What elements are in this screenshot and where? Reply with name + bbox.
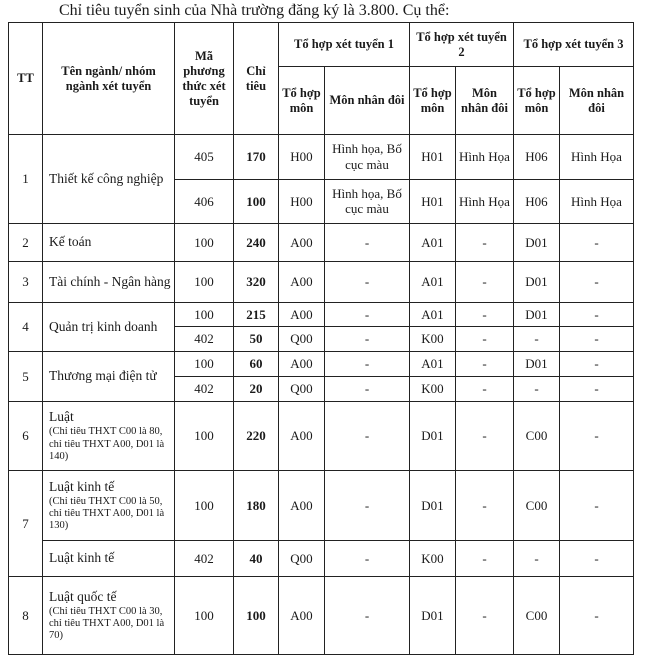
- row-double-3: -: [560, 471, 634, 541]
- table-row: [9, 401, 634, 471]
- row-tt: 2: [9, 224, 43, 261]
- row-double-2: -: [456, 471, 514, 541]
- row-combo-1: A00: [279, 471, 325, 541]
- row-quota: 50: [234, 326, 279, 351]
- header-combo-3: Tổ hợp môn: [514, 67, 560, 135]
- row-double-2: -: [456, 303, 514, 327]
- row-double-1: -: [325, 326, 410, 351]
- row-double-1: -: [325, 471, 410, 541]
- row-method: 100: [175, 577, 234, 655]
- row-combo-2: A01: [410, 303, 456, 327]
- row-quota: 100: [234, 577, 279, 655]
- row-combo-2: H01: [410, 135, 456, 180]
- header-double-1: Môn nhân đôi: [325, 67, 410, 135]
- table-row: [9, 261, 634, 303]
- row-double-3: -: [560, 376, 634, 401]
- row-double-1: Hình họa, Bố cục màu: [325, 135, 410, 180]
- row-double-1: -: [325, 303, 410, 327]
- row-double-3: -: [560, 261, 634, 303]
- header-group-1: Tổ hợp xét tuyển 1: [279, 23, 410, 67]
- row-method: 100: [175, 261, 234, 303]
- row-combo-1: A00: [279, 401, 325, 471]
- row-double-3: Hình Họa: [560, 179, 634, 224]
- table-row: [9, 351, 634, 376]
- row-double-1: -: [325, 224, 410, 261]
- row-quota: 215: [234, 303, 279, 327]
- row-name: Luật kinh tế: [49, 478, 115, 494]
- intro-text: Chỉ tiêu tuyển sinh của Nhà trường đăng ký là 3.800. Cụ thể:: [59, 2, 450, 19]
- row-double-1: -: [325, 577, 410, 655]
- row-double-3: -: [560, 577, 634, 655]
- row-quota: 220: [234, 401, 279, 471]
- row-combo-3: H06: [514, 179, 560, 224]
- row-name: Tài chính - Ngân hàng: [43, 261, 175, 303]
- row-double-1: -: [325, 376, 410, 401]
- row-tt: 5: [9, 351, 43, 401]
- row-tt: 1: [9, 135, 43, 224]
- row-combo-1: A00: [279, 261, 325, 303]
- row-quota: 180: [234, 471, 279, 541]
- row-method: 405: [175, 135, 234, 180]
- row-name: Luật kinh tế: [43, 540, 175, 576]
- header-name: Tên ngành/ nhóm ngành xét tuyển: [43, 23, 175, 135]
- row-name: Luật quốc tế: [49, 588, 117, 604]
- row-tt: 7: [9, 471, 43, 577]
- row-double-1: Hình họa, Bố cục màu: [325, 179, 410, 224]
- row-tt: 3: [9, 261, 43, 303]
- row-tt: 8: [9, 577, 43, 655]
- row-double-2: -: [456, 401, 514, 471]
- table-body: [9, 135, 634, 655]
- table-row: [9, 577, 634, 655]
- row-method: 100: [175, 471, 234, 541]
- row-method: 402: [175, 326, 234, 351]
- row-double-3: Hình Họa: [560, 135, 634, 180]
- row-name-cell: [43, 401, 175, 471]
- row-name-cell: [43, 577, 175, 655]
- row-combo-2: H01: [410, 179, 456, 224]
- row-name-cell: [43, 471, 175, 541]
- row-combo-3: D01: [514, 224, 560, 261]
- admission-quota-table: [8, 22, 634, 655]
- header-tt: TT: [9, 23, 43, 135]
- row-note: (Chỉ tiêu THXT C00 là 80, chỉ tiêu THXT A00, D01 là 140): [49, 426, 165, 462]
- row-double-2: -: [456, 351, 514, 376]
- row-combo-1: A00: [279, 577, 325, 655]
- row-method: 100: [175, 224, 234, 261]
- row-combo-1: Q00: [279, 540, 325, 576]
- header-quota: Chỉ tiêu: [234, 23, 279, 135]
- row-double-1: -: [325, 261, 410, 303]
- row-quota: 100: [234, 179, 279, 224]
- row-double-3: -: [560, 224, 634, 261]
- row-combo-1: A00: [279, 303, 325, 327]
- row-tt: 4: [9, 303, 43, 352]
- row-quota: 20: [234, 376, 279, 401]
- row-combo-3: C00: [514, 577, 560, 655]
- table-row: [9, 135, 634, 180]
- header-combo-2: Tổ hợp môn: [410, 67, 456, 135]
- header-group-2: Tổ hợp xét tuyển 2: [410, 23, 514, 67]
- row-note: (Chỉ tiêu THXT C00 là 30, chỉ tiêu THXT A00, D01 là 70): [49, 606, 165, 642]
- row-quota: 60: [234, 351, 279, 376]
- row-combo-2: A01: [410, 224, 456, 261]
- row-method: 100: [175, 351, 234, 376]
- header-double-3: Môn nhân đôi: [560, 67, 634, 135]
- row-combo-3: D01: [514, 303, 560, 327]
- row-combo-2: K00: [410, 376, 456, 401]
- row-double-2: -: [456, 326, 514, 351]
- row-combo-3: H06: [514, 135, 560, 180]
- header-method: Mã phương thức xét tuyển: [175, 23, 234, 135]
- row-double-2: -: [456, 261, 514, 303]
- row-combo-2: A01: [410, 351, 456, 376]
- row-combo-3: D01: [514, 261, 560, 303]
- row-combo-1: A00: [279, 224, 325, 261]
- row-method: 402: [175, 540, 234, 576]
- row-tt: 6: [9, 401, 43, 471]
- row-quota: 240: [234, 224, 279, 261]
- row-double-2: Hình Họa: [456, 179, 514, 224]
- row-combo-2: D01: [410, 401, 456, 471]
- row-combo-3: -: [514, 376, 560, 401]
- row-method: 402: [175, 376, 234, 401]
- row-note: (Chỉ tiêu THXT C00 là 50, chỉ tiêu THXT A00, D01 là 130): [49, 496, 165, 532]
- row-combo-1: Q00: [279, 376, 325, 401]
- row-double-3: -: [560, 326, 634, 351]
- header-combo-1: Tổ hợp môn: [279, 67, 325, 135]
- row-name: Luật: [49, 409, 74, 425]
- row-double-3: -: [560, 303, 634, 327]
- row-method: 406: [175, 179, 234, 224]
- row-name: Thương mại điện tử: [43, 351, 175, 401]
- row-double-3: -: [560, 540, 634, 576]
- row-double-2: -: [456, 224, 514, 261]
- row-combo-2: A01: [410, 261, 456, 303]
- row-double-1: -: [325, 351, 410, 376]
- header-double-2: Môn nhân đôi: [456, 67, 514, 135]
- row-quota: 170: [234, 135, 279, 180]
- row-double-3: -: [560, 401, 634, 471]
- table-row: [9, 540, 634, 576]
- row-combo-1: H00: [279, 179, 325, 224]
- row-combo-2: D01: [410, 577, 456, 655]
- row-combo-3: -: [514, 540, 560, 576]
- row-name: Quản trị kinh doanh: [43, 303, 175, 352]
- row-combo-1: A00: [279, 351, 325, 376]
- row-method: 100: [175, 401, 234, 471]
- row-combo-1: H00: [279, 135, 325, 180]
- row-name: Kế toán: [43, 224, 175, 261]
- row-combo-2: K00: [410, 540, 456, 576]
- row-combo-3: -: [514, 326, 560, 351]
- header-group-3: Tổ hợp xét tuyển 3: [514, 23, 634, 67]
- row-combo-2: K00: [410, 326, 456, 351]
- row-double-1: -: [325, 540, 410, 576]
- row-double-2: -: [456, 540, 514, 576]
- table-row: [9, 224, 634, 261]
- row-quota: 40: [234, 540, 279, 576]
- row-double-2: Hình Họa: [456, 135, 514, 180]
- row-double-3: -: [560, 351, 634, 376]
- row-double-2: -: [456, 376, 514, 401]
- row-combo-3: C00: [514, 401, 560, 471]
- row-double-1: -: [325, 401, 410, 471]
- row-quota: 320: [234, 261, 279, 303]
- table-row: [9, 303, 634, 327]
- table-row: [9, 471, 634, 541]
- row-combo-3: C00: [514, 471, 560, 541]
- row-method: 100: [175, 303, 234, 327]
- row-name: Thiết kế công nghiệp: [43, 135, 175, 224]
- row-combo-1: Q00: [279, 326, 325, 351]
- row-combo-2: D01: [410, 471, 456, 541]
- row-double-2: -: [456, 577, 514, 655]
- row-combo-3: D01: [514, 351, 560, 376]
